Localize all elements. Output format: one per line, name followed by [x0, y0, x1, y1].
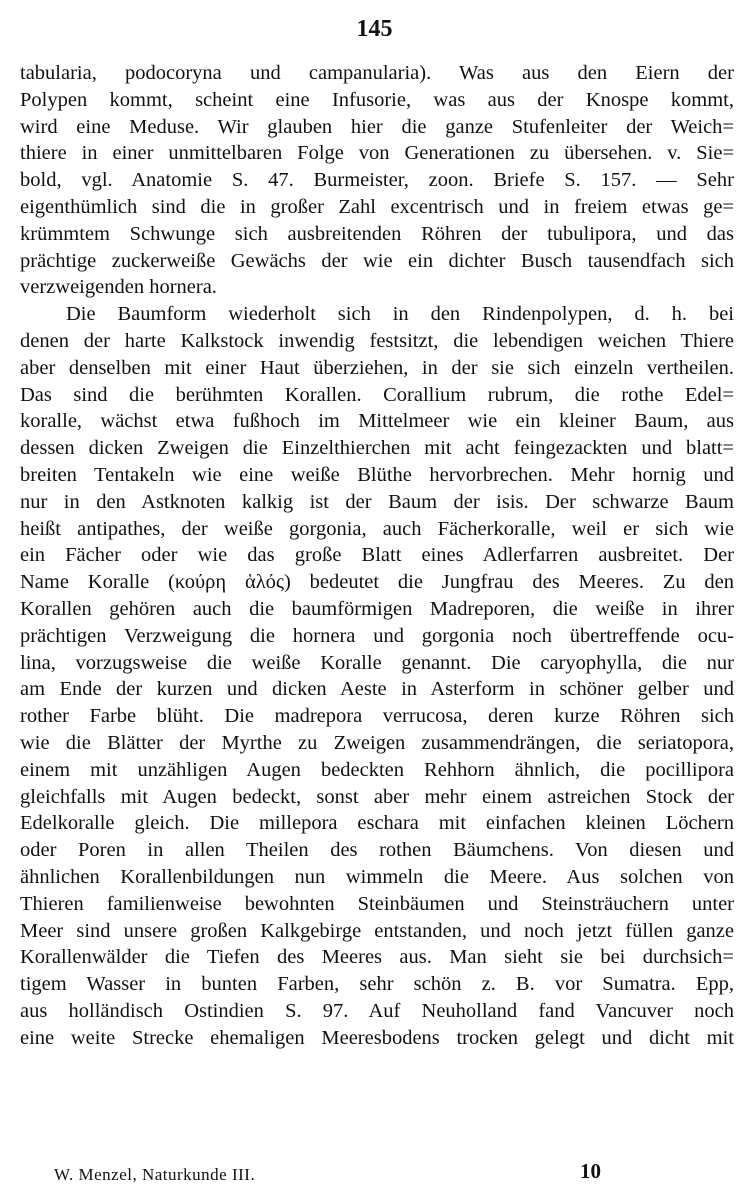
text-line: prächtigen Verzweigung die hornera und gorgonia noch übertreffende ocu-	[20, 624, 734, 647]
text-line: Edelkoralle gleich. Die millepora eschara mit einfachen kleinen Löchern	[20, 812, 734, 835]
text-line: ähnlichen Korallenbildungen nun wimmeln die Meere. Aus solchen von	[20, 865, 734, 888]
text-line: dessen dicken Zweigen die Einzelthierchen mit acht feingezackten und blatt=	[20, 437, 734, 460]
text-line: Meer sind unsere großen Kalkgebirge entstanden, und noch jetzt füllen ganze	[20, 919, 734, 942]
text-line: eigenthümlich sind die in großer Zahl excentrisch und in freiem etwas ge=	[20, 195, 734, 218]
text-line: bold, vgl. Anatomie S. 47. Burmeister, zoon. Briefe S. 157. — Sehr	[20, 169, 734, 192]
text-line: thiere in einer unmittelbaren Folge von Generationen zu übersehen. v. Sie=	[20, 142, 734, 165]
text-line: prächtige zuckerweiße Gewächs der wie ein dichter Busch tausendfach sich	[20, 249, 734, 272]
text-line: lina, vorzugsweise die weiße Koralle genannt. Die caryophylla, die nur	[20, 651, 734, 674]
footer-signature: W. Menzel, Naturkunde III.	[54, 1165, 256, 1184]
body-text	[20, 60, 734, 1051]
paragraph-first-line: Die Baumform wiederholt sich in den Rindenpolypen, d. h. bei	[66, 303, 734, 326]
text-line: aus holländisch Ostindien S. 97. Auf Neuholland fand Vancuver noch	[20, 999, 734, 1022]
text-line: am Ende der kurzen und dicken Aeste in Asterform in schöner gelber und	[20, 678, 734, 701]
text-line: tigem Wasser in bunten Farben, sehr schön z. B. vor Sumatra. Epp,	[20, 973, 734, 996]
text-line: krümmtem Schwunge sich ausbreitenden Röhren der tubulipora, und das	[20, 222, 734, 245]
sheet-number: 10	[580, 1159, 601, 1183]
page-number: 145	[356, 16, 393, 42]
text-line: Polypen kommt, scheint eine Infusorie, was aus der Knospe kommt,	[20, 88, 734, 111]
text-line: einem mit unzähligen Augen bedeckten Rehhorn ähnlich, die pocillipora	[20, 758, 734, 781]
text-line: gleichfalls mit Augen bedeckt, sonst aber mehr einem astreichen Stock der	[20, 785, 734, 808]
page-footer	[20, 1159, 734, 1188]
text-line: koralle, wächst etwa fußhoch im Mittelmeer wie ein kleiner Baum, aus	[20, 410, 734, 433]
text-line: denen der harte Kalkstock inwendig festsitzt, die lebendigen weichen Thiere	[20, 329, 734, 352]
text-line: verzweigenden hornera.	[20, 276, 217, 299]
text-line: rother Farbe blüht. Die madrepora verrucosa, deren kurze Röhren sich	[20, 705, 734, 728]
text-line: oder Poren in allen Theilen des rothen Bäumchens. Von diesen und	[20, 839, 734, 862]
text-line: ein Fächer oder wie das große Blatt eines Adlerfarren ausbreitet. Der	[20, 544, 734, 567]
text-line: nur in den Astknoten kalkig ist der Baum der isis. Der schwarze Baum	[20, 490, 734, 513]
text-line: Thieren familienweise bewohnten Steinbäumen und Steinsträuchern unter	[20, 892, 734, 915]
text-line: heißt antipathes, der weiße gorgonia, auch Fächerkoralle, weil er sich wie	[20, 517, 734, 540]
text-line: wird eine Meduse. Wir glauben hier die ganze Stufenleiter der Weich=	[20, 115, 734, 138]
text-line: eine weite Strecke ehemaligen Meeresbodens trocken gelegt und dicht mit	[20, 1026, 734, 1049]
text-line: breiten Tentakeln wie eine weiße Blüthe hervorbrechen. Mehr hornig und	[20, 463, 734, 486]
text-line: Name Koralle (κούρη ἁλός) bedeutet die Jungfrau des Meeres. Zu den	[20, 571, 734, 594]
text-line: tabularia, podocoryna und campanularia). Was aus den Eiern der	[20, 62, 734, 84]
text-line: wie die Blätter der Myrthe zu Zweigen zusammendrängen, die seriatopora,	[20, 731, 734, 754]
text-line: Korallenwälder die Tiefen des Meeres aus. Man sieht sie bei durchsich=	[20, 946, 734, 969]
text-line: Das sind die berühmten Korallen. Corallium rubrum, die rothe Edel=	[20, 383, 734, 406]
text-line: Korallen gehören auch die baumförmigen Madreporen, die weiße in ihrer	[20, 597, 734, 620]
text-line: aber denselben mit einer Haut überziehen, in der sie sich einzeln vertheilen.	[20, 356, 734, 379]
